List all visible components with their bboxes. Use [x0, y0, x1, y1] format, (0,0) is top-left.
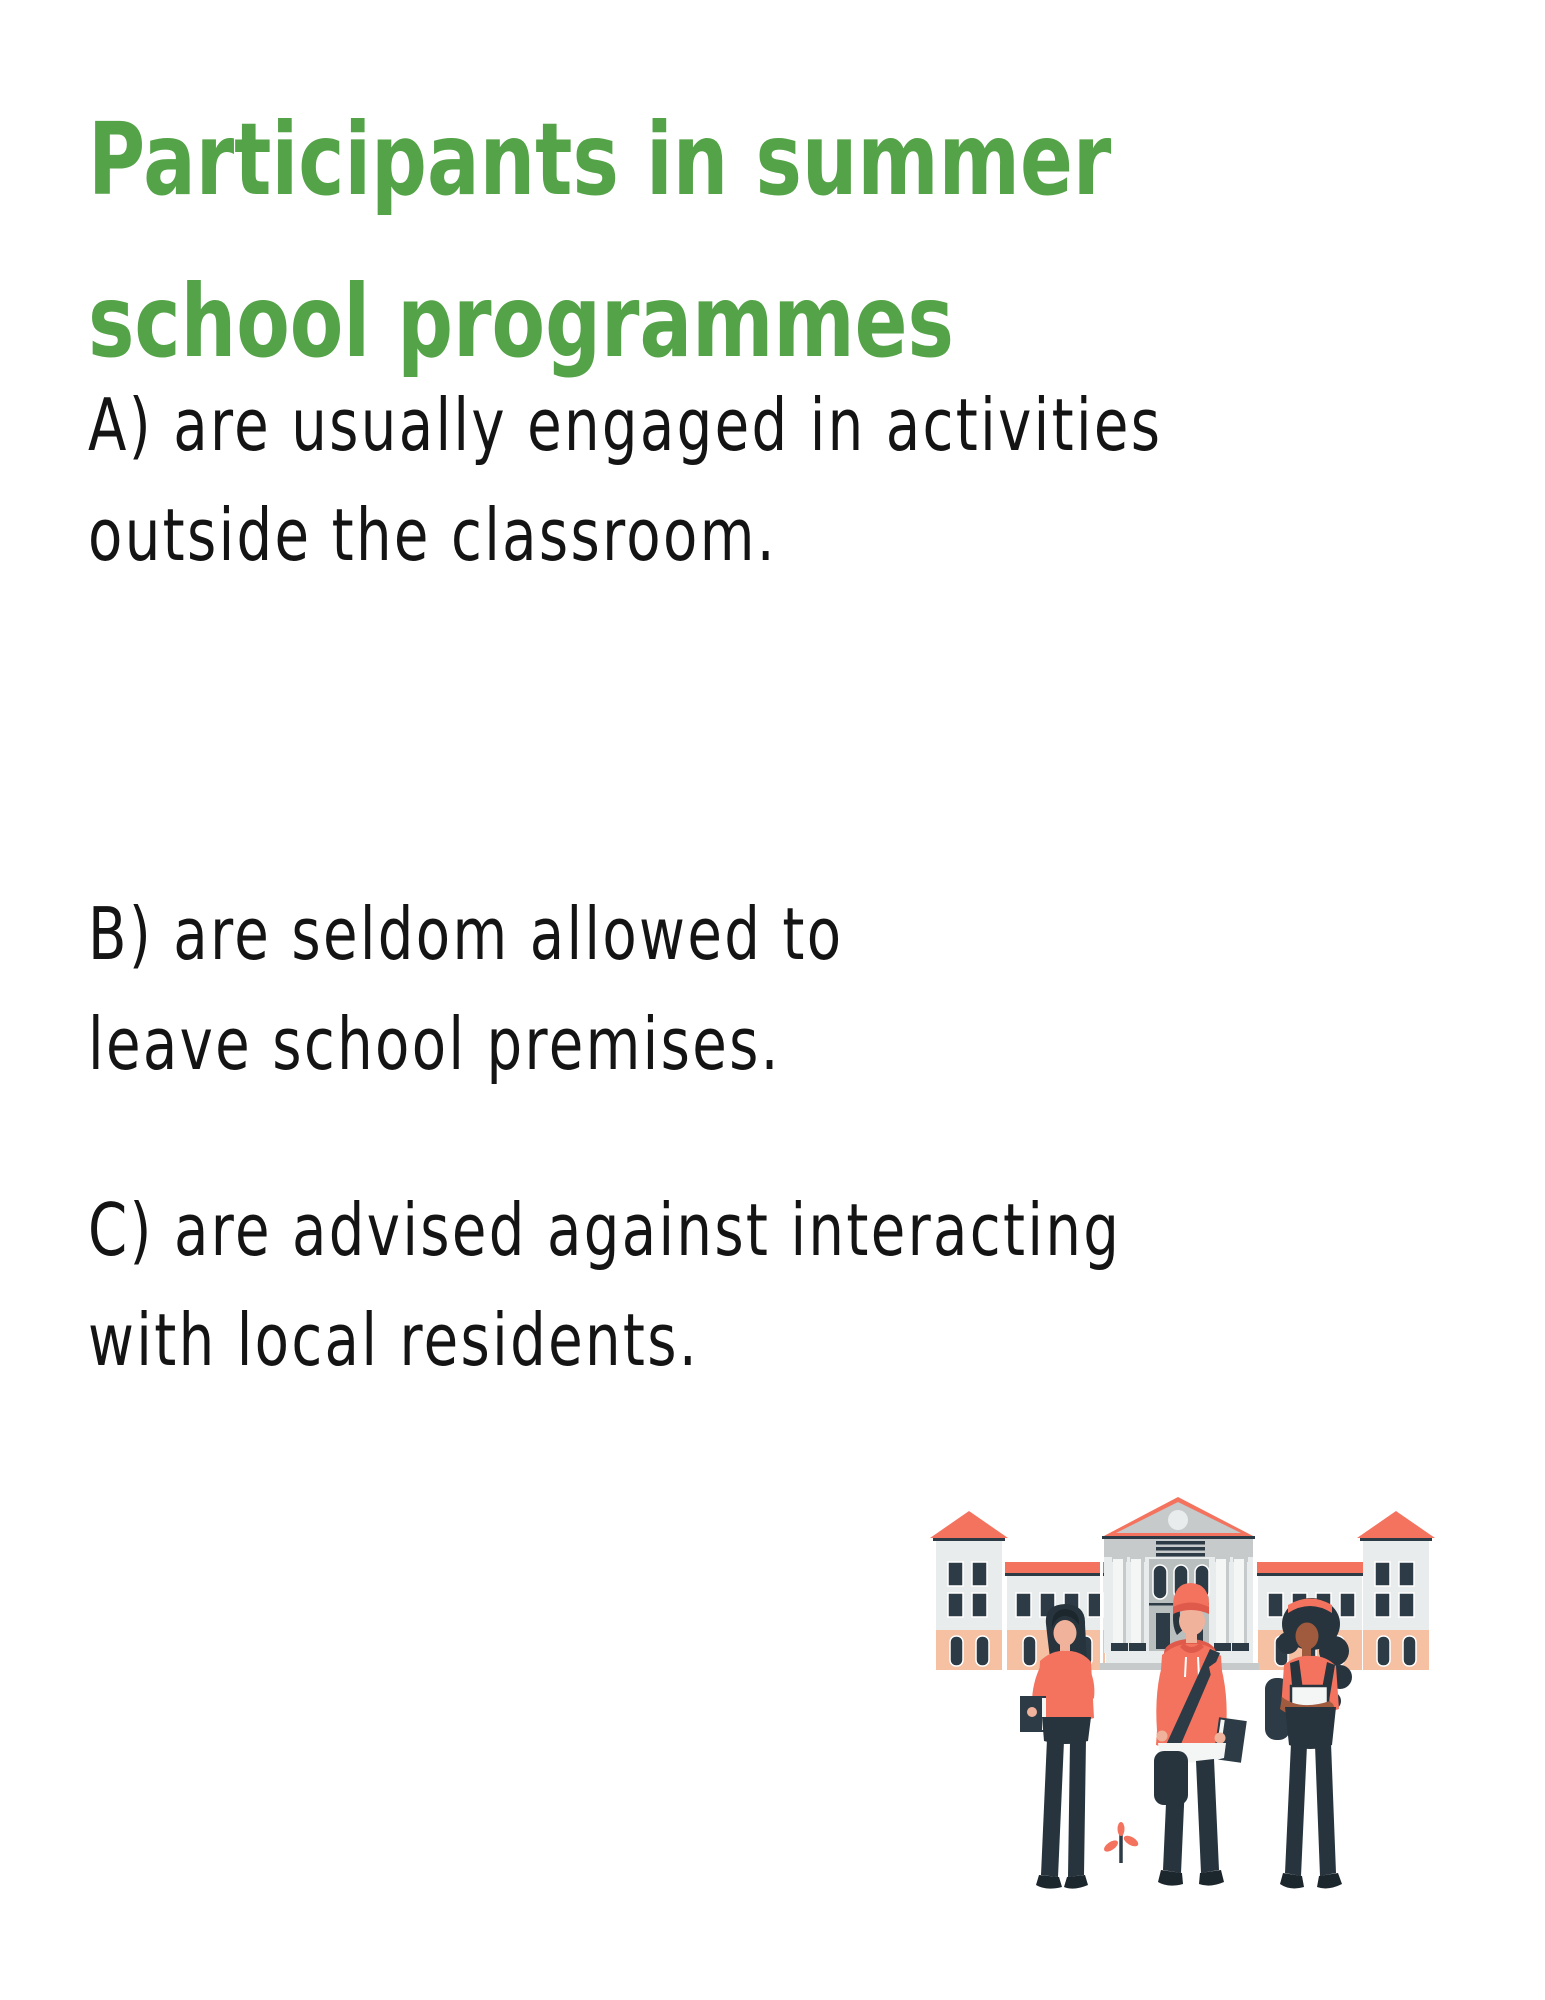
option-c-text: C) are advised against interacting with local residents. [88, 1188, 1122, 1382]
school-left-tower [930, 1511, 1008, 1670]
option-b-text: B) are seldom allowed to leave school premises. [88, 892, 844, 1086]
student-right [1265, 1598, 1352, 1888]
school-students-illustration [928, 1493, 1436, 1898]
sprout [1102, 1822, 1140, 1863]
option-a-text: A) are usually engaged in activities outside the classroom. [88, 383, 1163, 577]
page-title: Participants in summer school programmes [88, 101, 1112, 380]
school-right-tower [1357, 1511, 1435, 1670]
